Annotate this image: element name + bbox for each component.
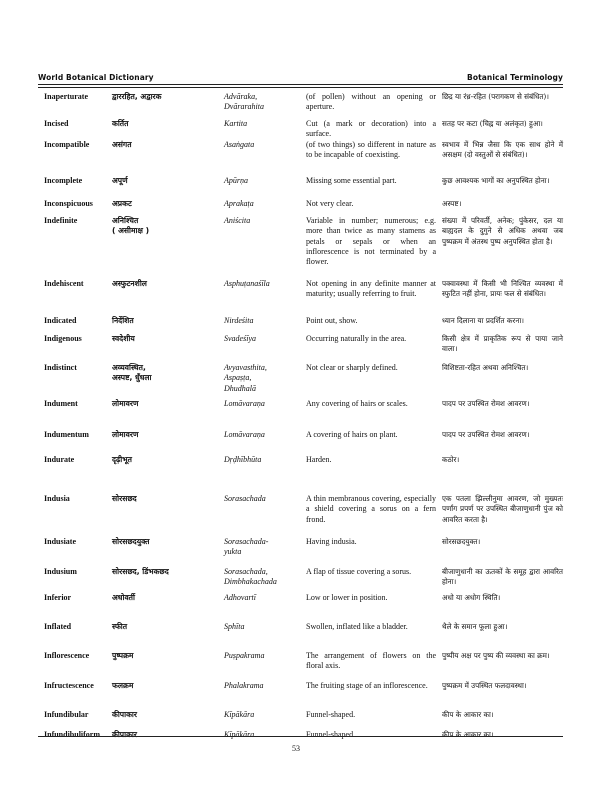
- entry-hindi-definition-text: ध्यान दिलाना या प्रदर्शित करना।: [442, 316, 524, 325]
- entry-definition-text: Cut (a mark or decoration) into a surface.: [306, 119, 436, 139]
- entry-hindi-definition-text: बीजाणुधानी का ऊतकों के समूह द्वारा आवरित होना।: [442, 567, 563, 587]
- entry-hindi-definition: [442, 216, 563, 247]
- entry-term-text: Infundibular: [44, 710, 89, 719]
- entry-transliteration-line: Aprakaṭa: [224, 199, 254, 208]
- entry-definition: [306, 455, 436, 465]
- entry-definition-text: Variable in number; numerous; e.g. more than twice as many stamens as petals or sepals or when an inflorescence is not terminated by a flower.: [306, 216, 436, 267]
- entry-hindi: [112, 199, 222, 209]
- entry-hindi: [112, 494, 222, 504]
- entry-hindi-line: द्वाररहित, अद्वारक: [112, 92, 162, 101]
- entry-hindi-line: अस्पष्ट, धुँधला: [112, 373, 152, 383]
- entry-term: [44, 176, 114, 186]
- entry-hindi: [112, 334, 222, 344]
- entry-transliteration: [224, 279, 302, 289]
- entry-term: [44, 651, 114, 661]
- entry-hindi-definition-text: पुष्पीय अक्ष पर पुष्प की व्यवस्था का क्रम।: [442, 651, 550, 660]
- entry-term: [44, 494, 114, 504]
- entry-hindi-definition-text: पादप पर उपस्थित रोमश आवरण।: [442, 399, 530, 408]
- entry-term: [44, 537, 114, 547]
- entry-hindi: [112, 430, 222, 440]
- entry-hindi-definition-text: कीप के आकार का।: [442, 730, 494, 739]
- entry-term-text: Inaperturate: [44, 92, 88, 101]
- entry-hindi-definition: [442, 567, 563, 588]
- entry-definition: [306, 593, 436, 603]
- entry-definition-text: Swollen, inflated like a bladder.: [306, 622, 408, 631]
- header-rule-bottom: [38, 87, 563, 88]
- entry-transliteration: [224, 651, 302, 661]
- entry-hindi-line: सोरसछदयुक्त: [112, 537, 150, 546]
- entry-hindi: [112, 681, 222, 691]
- entry-hindi-definition: [442, 334, 563, 355]
- entry-definition: [306, 92, 436, 113]
- entry-definition-text: Occurring naturally in the area.: [306, 334, 407, 343]
- entry-definition: [306, 216, 436, 267]
- entry-hindi-definition: [442, 710, 563, 720]
- entry-definition-text: Harden.: [306, 455, 332, 464]
- entry-definition-text: (of pollen) without an opening or aperture.: [306, 92, 436, 112]
- entry-term: [44, 92, 114, 102]
- entry-term: [44, 334, 114, 344]
- entry-definition-text: Funnel-shaped.: [306, 730, 356, 739]
- entry-hindi-line: सोरसछद: [112, 494, 137, 503]
- entry-hindi-definition-text: कठोर।: [442, 455, 460, 464]
- entry-transliteration-line: Dṛḍhībhūta: [224, 455, 262, 464]
- entry-term: [44, 430, 114, 440]
- entry-term-text: Indusium: [44, 567, 77, 576]
- entry-hindi-definition-text: सतह पर कटा (चिह्न या अलंकृत) हुआ।: [442, 119, 543, 128]
- entry-definition: [306, 567, 436, 577]
- entry-definition: [306, 622, 436, 632]
- entry-definition: [306, 176, 436, 186]
- entry-transliteration-line: Lomāvaraṇa: [224, 399, 265, 408]
- entry-hindi-definition-text: किसी क्षेत्र में प्राकृतिक रूप से पाया जाने वाला।: [442, 334, 563, 354]
- entry-hindi: [112, 537, 222, 547]
- entry-hindi-definition: [442, 363, 563, 373]
- entry-definition-text: A thin membranous covering, especially a shield covering a sorus on a fern frond.: [306, 494, 436, 524]
- entry-hindi-definition-text: पुष्पक्रम में उपस्थित फलदावस्था।: [442, 681, 527, 690]
- entry-term-text: Indurate: [44, 455, 75, 464]
- entry-definition: [306, 119, 436, 140]
- entry-transliteration-line: Advāraka,: [224, 92, 258, 101]
- entry-term: [44, 455, 114, 465]
- entry-hindi-line: दृढ़ीभूत: [112, 455, 132, 464]
- entry-hindi-definition: [442, 92, 563, 102]
- header-rule-top: [38, 84, 563, 85]
- entry-hindi: [112, 140, 222, 150]
- entry-transliteration: [224, 92, 302, 113]
- entry-definition-text: A covering of hairs on plant.: [306, 430, 398, 439]
- entry-term: [44, 140, 114, 150]
- entry-hindi: [112, 176, 222, 186]
- entry-term: [44, 622, 114, 632]
- entry-transliteration: [224, 455, 302, 465]
- entry-hindi-line: अप्रकट: [112, 199, 132, 208]
- entry-transliteration: [224, 119, 302, 129]
- entry-term: [44, 119, 114, 129]
- entry-transliteration-line: Dimbhakachada: [224, 577, 277, 587]
- entry-transliteration-line: Avyavasthita,: [224, 363, 267, 372]
- entry-hindi: [112, 316, 222, 326]
- entry-term-text: Inferior: [44, 593, 72, 602]
- entry-term: [44, 681, 114, 691]
- entry-definition-text: Not opening in any definite manner at maturity; usually referring to fruit.: [306, 279, 436, 299]
- entry-term-text: Indehiscent: [44, 279, 84, 288]
- entry-hindi-line: अधोवर्ती: [112, 593, 135, 602]
- entry-term-text: Inflorescence: [44, 651, 90, 660]
- entry-hindi-definition-text: अधो या अधोग स्थिति।: [442, 593, 501, 602]
- entry-hindi-line: असंगत: [112, 140, 132, 149]
- entry-definition: [306, 681, 436, 691]
- header-section-title: Botanical Terminology: [467, 73, 563, 82]
- entry-definition-text: Funnel-shaped.: [306, 710, 356, 719]
- entry-hindi-line: अपूर्ण: [112, 176, 128, 185]
- entry-term: [44, 710, 114, 720]
- entry-hindi-definition-text: पक्वावस्था में किसी भी निश्चित व्यवस्था में स्फुटित नहीं होना, प्रायः फल से संबंधित।: [442, 279, 563, 299]
- entry-hindi-definition: [442, 455, 563, 465]
- entry-hindi-definition-text: छिद्र या रंध्र-रहित (परागकण से संबंधित)।: [442, 92, 550, 101]
- entry-definition-text: The fruiting stage of an inflorescence.: [306, 681, 428, 690]
- header-book-title: World Botanical Dictionary: [38, 73, 154, 82]
- footer-rule: [38, 736, 563, 737]
- entry-hindi-definition: [442, 119, 563, 129]
- entry-transliteration-line: Kīpākāra: [224, 730, 255, 739]
- entry-transliteration-line: Sorasachada-: [224, 537, 269, 546]
- entry-hindi: [112, 279, 222, 289]
- entry-definition: [306, 316, 436, 326]
- entry-hindi-definition-text: एक पतला झिल्लीनुमा आवरण, जो मुख्यतः पर्णांग प्रपर्ण पर उपस्थित बीजाणुधानी पुंज को आवरित करता है।: [442, 494, 563, 524]
- entry-definition: [306, 494, 436, 525]
- entry-hindi-definition: [442, 140, 563, 161]
- entry-definition-text: Point out, show.: [306, 316, 358, 325]
- entry-term-text: Infructescence: [44, 681, 94, 690]
- entry-transliteration: [224, 140, 302, 150]
- entry-hindi-definition: [442, 399, 563, 409]
- entry-definition-text: Any covering of hairs or scales.: [306, 399, 408, 408]
- entry-definition: [306, 399, 436, 409]
- entry-hindi: [112, 92, 222, 102]
- entry-term-text: Incompatible: [44, 140, 90, 149]
- entry-transliteration: [224, 494, 302, 504]
- entry-transliteration-line: Phalakrama: [224, 681, 264, 690]
- entry-hindi-definition: [442, 593, 563, 603]
- entry-definition-text: Having indusia.: [306, 537, 357, 546]
- entry-term-text: Inconspicuous: [44, 199, 93, 208]
- entry-hindi-definition: [442, 537, 563, 547]
- entry-hindi-definition-text: संख्या में परिवर्ती, अनेक; पुंकेसर, दल या बाह्यदल के दुगुने से अधिक अथवा जब पुष्पक्रम में अंतस्थ पुष्प अनुपस्थित होता है।: [442, 216, 563, 246]
- entry-term: [44, 316, 114, 326]
- entry-term: [44, 593, 114, 603]
- entry-term-text: Indistinct: [44, 363, 77, 372]
- entry-hindi: [112, 567, 222, 577]
- entry-transliteration-line: Sphīta: [224, 622, 245, 631]
- entry-hindi-line: कीपाकार: [112, 710, 137, 719]
- entry-term-text: Indefinite: [44, 216, 78, 225]
- entry-transliteration: [224, 199, 302, 209]
- entry-hindi-definition: [442, 494, 563, 525]
- entry-hindi-definition-text: थैले के समान फूला हुआ।: [442, 622, 508, 631]
- entry-term-text: Infundibuliform: [44, 730, 101, 739]
- entry-definition: [306, 334, 436, 344]
- entry-transliteration-line: Dhudhalā: [224, 383, 256, 393]
- entry-definition: [306, 710, 436, 720]
- entry-transliteration: [224, 593, 302, 603]
- entry-transliteration: [224, 216, 302, 226]
- entry-transliteration-line: Asaṅgata: [224, 140, 255, 149]
- entry-hindi-line: निर्देशित: [112, 316, 134, 325]
- entry-transliteration-line: Aspaṣṭa,: [224, 373, 252, 383]
- entry-hindi: [112, 593, 222, 603]
- entry-term-text: Indusiate: [44, 537, 77, 546]
- entry-definition-text: The arrangement of flowers on the floral axis.: [306, 651, 436, 671]
- entry-hindi-definition: [442, 316, 563, 326]
- entry-hindi-line: अव्यवस्थित,: [112, 363, 146, 372]
- entry-transliteration-line: Apūrṇa: [224, 176, 248, 185]
- entry-hindi: [112, 710, 222, 720]
- entry-hindi: [112, 363, 222, 384]
- entry-transliteration-line: Kartita: [224, 119, 248, 128]
- entry-definition-text: A flap of tissue covering a sorus.: [306, 567, 412, 576]
- entry-transliteration-line: yukta: [224, 547, 242, 557]
- entry-hindi-line: स्वदेशीय: [112, 334, 135, 343]
- entry-transliteration: [224, 537, 302, 558]
- entry-transliteration: [224, 363, 302, 394]
- entry-hindi-definition: [442, 651, 563, 661]
- entry-hindi-definition-text: अस्पष्ट।: [442, 199, 462, 208]
- dictionary-page: [38, 70, 563, 760]
- entry-term: [44, 399, 114, 409]
- entry-definition: [306, 140, 436, 161]
- entry-hindi-definition: [442, 622, 563, 632]
- entry-hindi: [112, 399, 222, 409]
- entry-hindi-definition: [442, 176, 563, 186]
- entry-hindi-line: पुष्पक्रम: [112, 651, 134, 660]
- entry-hindi-line: अस्फुटनशील: [112, 279, 147, 288]
- entry-hindi-definition: [442, 430, 563, 440]
- entry-hindi-line: लोमावरण: [112, 430, 139, 439]
- entry-hindi: [112, 622, 222, 632]
- entry-definition-text: Low or lower in position.: [306, 593, 388, 602]
- entry-hindi-definition: [442, 279, 563, 300]
- entry-term-text: Indumentum: [44, 430, 89, 439]
- entry-definition: [306, 199, 436, 209]
- entry-hindi-line: कीपाकार: [112, 730, 137, 739]
- entry-transliteration: [224, 681, 302, 691]
- entry-transliteration-line: Puṣpakrama: [224, 651, 265, 660]
- entry-hindi-line: स्फीत: [112, 622, 128, 631]
- entry-hindi-line: कर्तित: [112, 119, 129, 128]
- entry-term: [44, 216, 114, 226]
- entry-transliteration: [224, 399, 302, 409]
- entry-hindi-line: ( असीमाक्ष ): [112, 226, 150, 236]
- entry-transliteration-line: Sorasachada: [224, 494, 266, 503]
- entry-term-text: Incised: [44, 119, 69, 128]
- entry-hindi-line: लोमावरण: [112, 399, 139, 408]
- entry-definition-text: Not very clear.: [306, 199, 354, 208]
- entry-transliteration-line: Lomāvaraṇa: [224, 430, 265, 439]
- entry-term: [44, 279, 114, 289]
- page-number: 53: [292, 744, 300, 753]
- entry-transliteration-line: Aniścita: [224, 216, 251, 225]
- entry-transliteration: [224, 430, 302, 440]
- entry-hindi: [112, 216, 222, 237]
- entry-hindi-definition-text: कुछ आवश्यक भागों का अनुपस्थित होना।: [442, 176, 550, 185]
- entry-definition: [306, 430, 436, 440]
- entry-term-text: Indument: [44, 399, 78, 408]
- entry-transliteration: [224, 567, 302, 588]
- entry-transliteration-line: Dvārarahita: [224, 102, 264, 112]
- entry-transliteration: [224, 176, 302, 186]
- entry-hindi-definition-text: स्वभाव में भिन्न जैसा कि एक साथ होने में असक्षम (दो वस्तुओं से संबंधित)।: [442, 140, 563, 160]
- entry-transliteration: [224, 334, 302, 344]
- entry-definition-text: (of two things) so different in nature as to be incapable of coexisting.: [306, 140, 436, 160]
- entry-term-text: Inflated: [44, 622, 72, 631]
- entry-term: [44, 567, 114, 577]
- entry-transliteration: [224, 622, 302, 632]
- entry-term: [44, 363, 114, 373]
- entry-transliteration-line: Kīpākāra: [224, 710, 255, 719]
- entry-hindi-definition: [442, 199, 563, 209]
- entry-hindi: [112, 119, 222, 129]
- entry-hindi-line: सोरसछद, डिंभकछद: [112, 567, 169, 576]
- entry-hindi-definition-text: पादप पर उपस्थित रोमश आवरण।: [442, 430, 530, 439]
- entry-transliteration-line: Sorasachada,: [224, 567, 268, 576]
- entry-definition-text: Not clear or sharply defined.: [306, 363, 398, 372]
- entry-term-text: Indicated: [44, 316, 77, 325]
- entry-term-text: Indusia: [44, 494, 70, 503]
- entry-hindi-definition-text: सोरसछदयुक्त।: [442, 537, 481, 546]
- entry-hindi-definition-text: कीप के आकार का।: [442, 710, 494, 719]
- entry-hindi: [112, 455, 222, 465]
- entry-definition-text: Missing some essential part.: [306, 176, 397, 185]
- entry-transliteration-line: Svadeśīya: [224, 334, 256, 343]
- entry-hindi-definition-text: विशिष्टता-रहित अथवा अनिश्चित।: [442, 363, 529, 372]
- entry-hindi-line: फलक्रम: [112, 681, 134, 690]
- entry-transliteration-line: Asphuṭanaśīla: [224, 279, 270, 288]
- entry-hindi-line: अनिश्चित: [112, 216, 139, 225]
- entry-hindi-definition: [442, 681, 563, 691]
- entry-transliteration: [224, 710, 302, 720]
- entry-term-text: Indigenous: [44, 334, 82, 343]
- entry-transliteration-line: Nirdeśita: [224, 316, 254, 325]
- entry-definition: [306, 537, 436, 547]
- entry-hindi: [112, 651, 222, 661]
- entry-term: [44, 199, 114, 209]
- entry-transliteration-line: Adhovartī: [224, 593, 256, 602]
- entry-term-text: Incomplete: [44, 176, 83, 185]
- entry-transliteration: [224, 316, 302, 326]
- entry-definition: [306, 651, 436, 672]
- entry-definition: [306, 363, 436, 373]
- entry-definition: [306, 279, 436, 300]
